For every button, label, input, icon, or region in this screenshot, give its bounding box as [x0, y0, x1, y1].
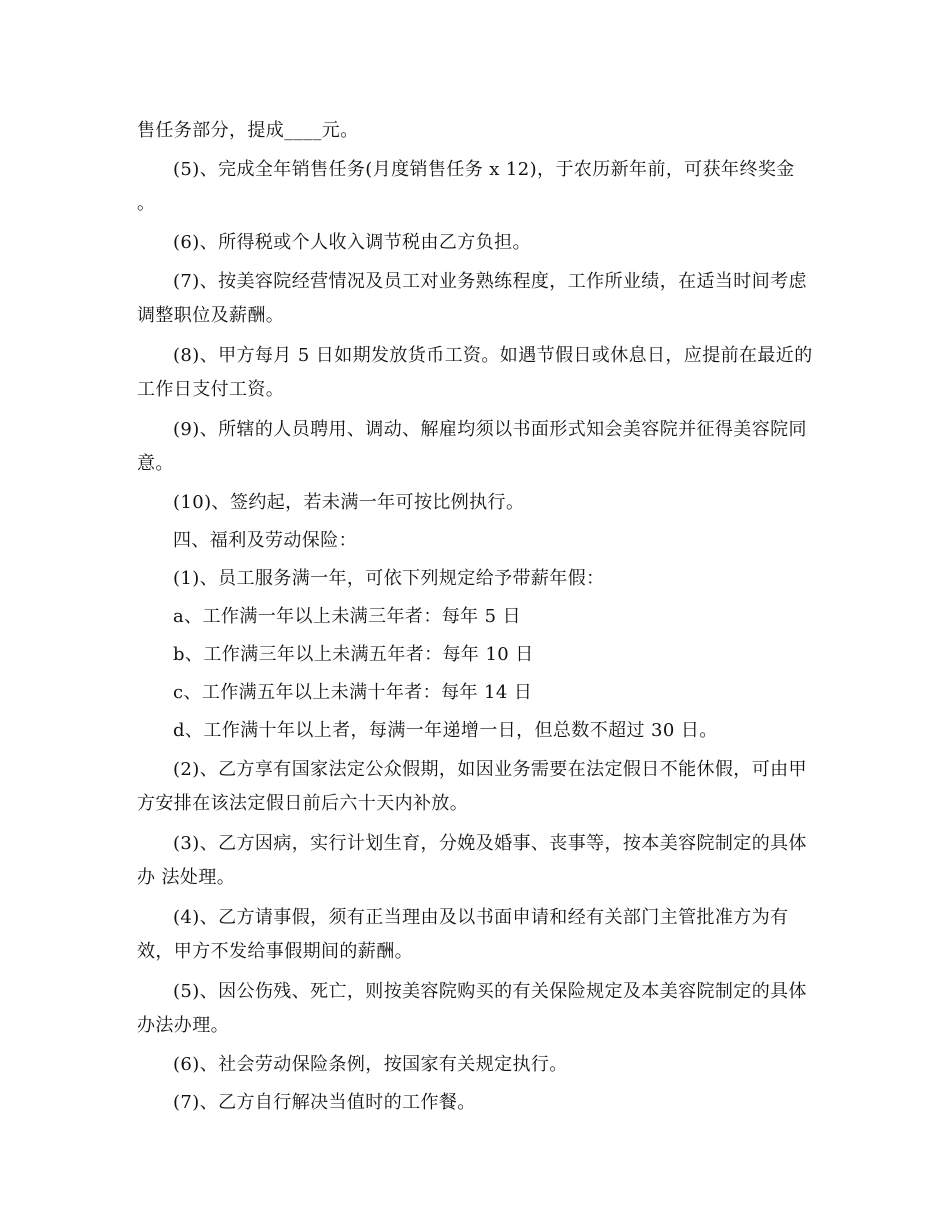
list-item: b、工作满三年以上未满五年者：每年 10 日	[173, 644, 534, 665]
list-item: d、工作满十年以上者，每满一年递增一日，但总数不超过 30 日。	[173, 720, 718, 741]
paragraph: (7)、按美容院经营情况及员工对业务熟练程度，工作所业绩，在适当时间考虑调整职位及薪酬。	[137, 271, 807, 326]
paragraph: (5)、因公伤残、死亡，则按美容院购买的有关保险规定及本美容院制定的具体办法办理。	[137, 981, 807, 1036]
paragraph: (7)、乙方自行解决当值时的工作餐。	[173, 1092, 476, 1113]
paragraph: (6)、所得税或个人收入调节税由乙方负担。	[173, 232, 531, 253]
paragraph: (5)、完成全年销售任务(月度销售任务 x 12)，于农历新年前，可获年终奖金 。	[137, 159, 795, 214]
list-item: c、工作满五年以上未满十年者：每年 14 日	[173, 682, 533, 703]
paragraph: (1)、员工服务满一年，可依下列规定给予带薪年假：	[173, 568, 605, 589]
paragraph: (10)、签约起，若未满一年可按比例执行。	[173, 492, 525, 513]
document-body	[137, 115, 813, 1119]
paragraph: (4)、乙方请事假，须有正当理由及以书面申请和经有关部门主管批准方为有效，甲方不发给事假期间的薪酬。	[137, 907, 789, 962]
paragraph: (8)、甲方每月 5 日如期发放货币工资。如遇节假日或休息日，应提前在最近的工作日支付工资。	[137, 345, 813, 400]
list-item: a、工作满一年以上未满三年者：每年 5 日	[173, 606, 522, 627]
paragraph: 售任务部分，提成____元。	[137, 120, 359, 141]
paragraph: (9)、所辖的人员聘用、调动、解雇均须以书面形式知会美容院并征得美容院同意。	[137, 419, 807, 474]
paragraph: (2)、乙方享有国家法定公众假期，如因业务需要在法定假日不能休假，可由甲方安排在该法定假日前后六十天内补放。	[137, 759, 807, 814]
paragraph: (3)、乙方因病，实行计划生育，分娩及婚事、丧事等，按本美容院制定的具体办 法处理。	[137, 833, 807, 888]
section-heading: 四、福利及劳动保险：	[173, 530, 357, 551]
paragraph: (6)、社会劳动保险条例，按国家有关规定执行。	[173, 1054, 568, 1075]
